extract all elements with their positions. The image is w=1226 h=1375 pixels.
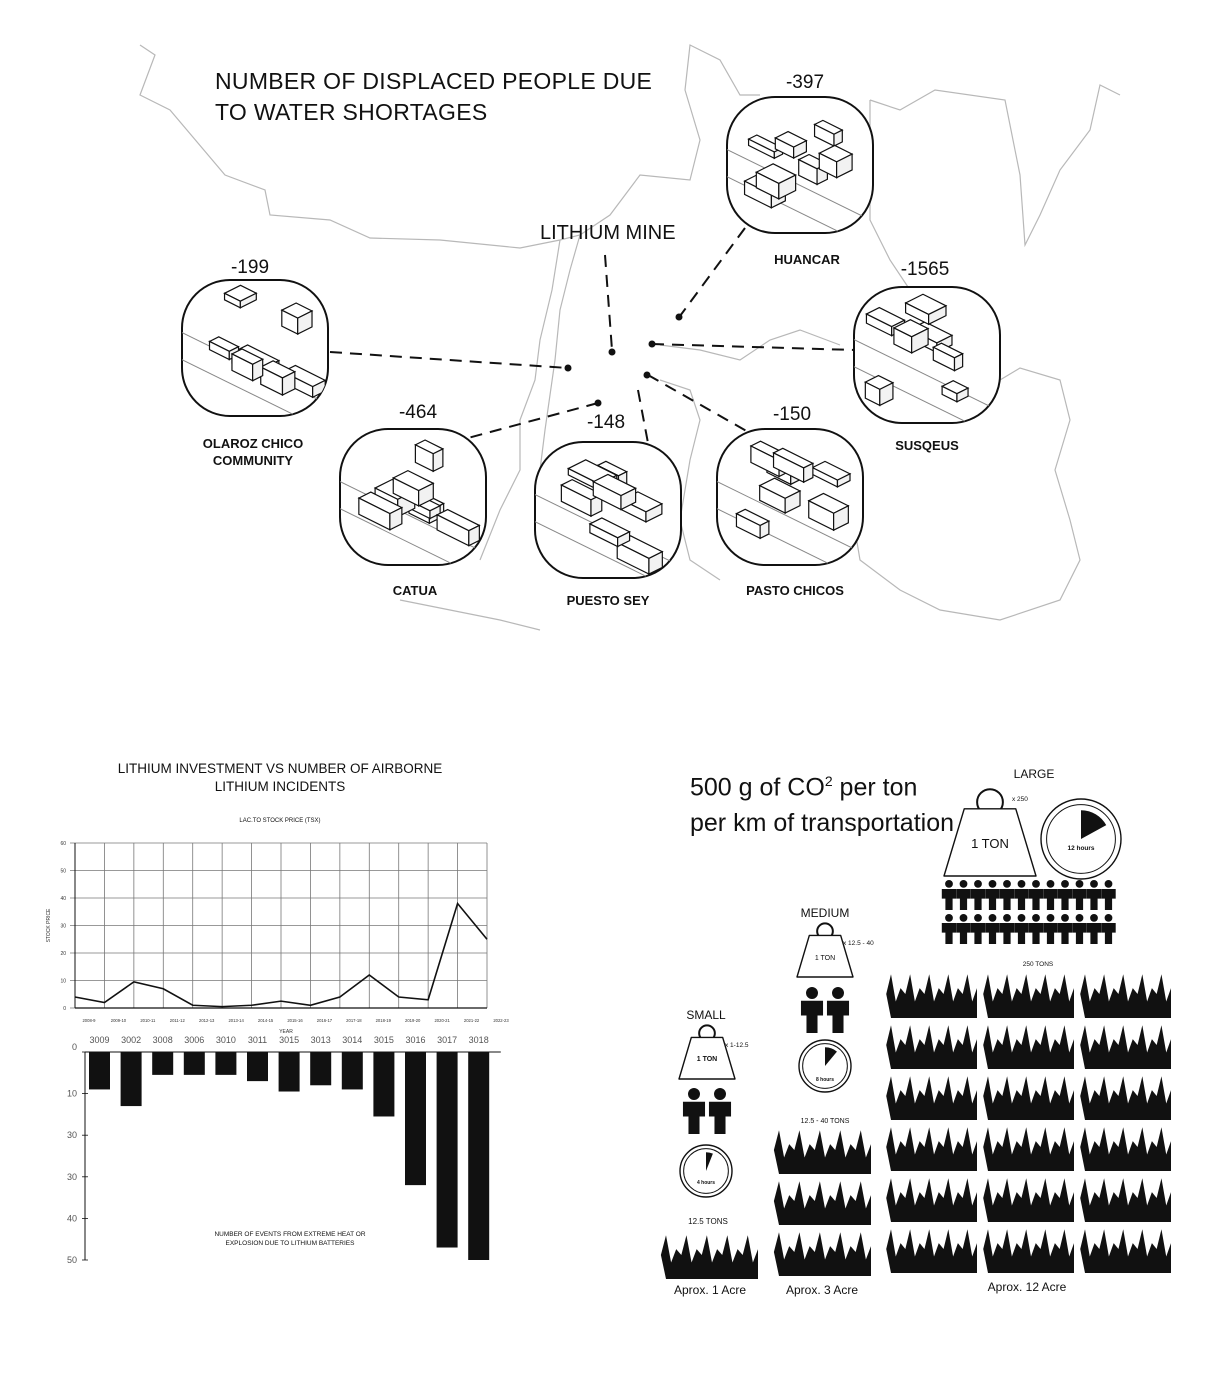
forest-icon: [1080, 1127, 1171, 1171]
time-large: 12 hours: [1067, 845, 1095, 852]
y-tick-label: 20: [60, 951, 66, 957]
clock-medium: [799, 1040, 851, 1092]
bar-y-tick-label: 0: [71, 1042, 77, 1052]
person-icon: [709, 1088, 731, 1134]
investment-chart-title: LITHIUM INVESTMENT VS NUMBER OF AIRBORNE LITHIUM INCIDENTS: [117, 761, 443, 794]
person-icon: [1043, 880, 1057, 910]
person-icon: [985, 880, 999, 910]
bar-category-label: 3017: [437, 1035, 458, 1045]
forest-icon: [774, 1181, 871, 1225]
site-name-olaroz: OLAROZ CHICO COMMUNITY: [202, 436, 304, 468]
forest-icon: [983, 1229, 1074, 1273]
person-icon: [956, 914, 970, 944]
mult-large: x 250: [1012, 796, 1028, 803]
bar-category-label: 3016: [405, 1035, 426, 1045]
bar-y-tick-label: 50: [66, 1255, 77, 1265]
forest-icon: [983, 1076, 1074, 1120]
site-name-susqeus: SUSQEUS: [895, 438, 959, 453]
acres-small: Aprox. 1 Acre: [673, 1283, 747, 1297]
event-bar: [310, 1052, 331, 1085]
bar-category-label: 3014: [342, 1035, 363, 1045]
site-name-catua: CATUA: [392, 583, 438, 598]
bar-category-label: 3010: [215, 1035, 236, 1045]
event-bar: [342, 1052, 363, 1089]
person-icon: [956, 880, 970, 910]
bar-y-tick-label: 10: [66, 1088, 77, 1099]
bar-category-label: 3009: [89, 1035, 110, 1045]
time-small: 4 hours: [696, 1180, 716, 1186]
bar-category-label: 3013: [310, 1035, 331, 1045]
clock-large: [1041, 799, 1121, 879]
stock-price-line-chart: [30, 830, 509, 1050]
displaced-count-catua: -464: [398, 402, 438, 423]
forest-icon: [886, 1127, 977, 1171]
person-icon: [1043, 914, 1057, 944]
kettlebell-small: [679, 1025, 735, 1079]
co2-title-sup: 2: [824, 773, 833, 789]
y-tick-label: 30: [60, 923, 66, 930]
person-icon: [1029, 880, 1043, 910]
y-tick-label: 50: [60, 868, 66, 875]
forest-icon: [983, 1127, 1074, 1171]
site-bubble-puesto: [525, 442, 691, 598]
label-large: LARGE: [1013, 767, 1055, 781]
x-tick-label: 2016-17: [316, 1018, 333, 1023]
person-icon: [1014, 880, 1028, 910]
forest-icon: [886, 1025, 977, 1069]
person-icon: [971, 880, 985, 910]
tons-large: 250 TONS: [1022, 961, 1054, 968]
site-name-pasto: PASTO CHICOS: [746, 583, 844, 598]
person-icon: [1072, 880, 1086, 910]
site-name-puesto: PUESTO SEY: [566, 593, 650, 608]
x-tick-label: 2019-20: [405, 1018, 421, 1023]
bar-category-label: 3015: [279, 1035, 300, 1045]
person-icon: [1072, 914, 1086, 944]
label-small: SMALL: [686, 1008, 726, 1022]
event-bar: [247, 1052, 268, 1081]
site-bubble-pasto: [707, 429, 873, 585]
x-tick-label: 2018-19: [375, 1018, 391, 1023]
forest-icon: [1080, 974, 1171, 1018]
x-tick-label: 2012-13: [199, 1018, 215, 1023]
person-icon: [1101, 880, 1115, 910]
weight-medium: 1 TON: [814, 955, 836, 962]
map-title: NUMBER OF DISPLACED PEOPLE DUE TO WATER SHORTAGES: [215, 68, 653, 125]
forest-icon: [774, 1130, 871, 1174]
bar-y-tick-label: 30: [66, 1130, 77, 1141]
displaced-count-susqeus: -1565: [900, 259, 950, 280]
mult-small: x 1-12.5: [725, 1042, 749, 1049]
bar-category-label: 3011: [247, 1035, 268, 1045]
forest-icon: [661, 1235, 758, 1279]
mult-medium: x 12.5 - 40: [843, 940, 874, 947]
forest-icon: [1080, 1076, 1171, 1120]
forest-icon: [1080, 1025, 1171, 1069]
time-medium: 8 hours: [815, 1077, 835, 1083]
person-icon: [1000, 914, 1014, 944]
event-bar: [215, 1052, 236, 1075]
weight-small: 1 TON: [696, 1056, 718, 1063]
event-bar: [184, 1052, 205, 1075]
forest-icon: [774, 1232, 871, 1276]
x-tick-label: 2010-11: [140, 1018, 156, 1023]
displaced-count-puesto: -148: [586, 412, 626, 433]
y-tick-label: 60: [60, 841, 66, 847]
bar-y-tick-label: 40: [66, 1213, 77, 1224]
person-icon: [942, 914, 956, 944]
displaced-count-pasto: -150: [772, 404, 812, 425]
tons-small: 12.5 TONS: [688, 1217, 728, 1226]
forest-icon: [983, 974, 1074, 1018]
x-tick-label: 2011-12: [169, 1018, 185, 1023]
event-bar: [121, 1052, 142, 1106]
x-tick-label: 2020-21: [434, 1018, 450, 1023]
forest-icon: [983, 1178, 1074, 1222]
forest-icon: [886, 974, 977, 1018]
person-icon: [1000, 880, 1014, 910]
event-bar: [279, 1052, 300, 1092]
co2-title-rest: per ton per km of transportation: [690, 773, 955, 838]
x-tick-label: 2008-9: [82, 1018, 96, 1023]
tons-medium: 12.5 - 40 TONS: [800, 1118, 850, 1125]
displaced-count-huancar: -397: [785, 72, 825, 93]
person-icon: [1014, 914, 1028, 944]
bar-category-label: 3008: [152, 1035, 173, 1045]
forest-icon: [983, 1025, 1074, 1069]
event-bar: [89, 1052, 110, 1089]
x-tick-label: 2017-18: [346, 1018, 362, 1023]
person-icon: [1087, 914, 1101, 944]
person-icon: [971, 914, 985, 944]
x-tick-label: 2009-10: [110, 1018, 127, 1023]
site-bubble-susqeus: [844, 287, 1010, 443]
forest-icon: [886, 1229, 977, 1273]
y-tick-label: 10: [60, 978, 66, 985]
stock-chart-subtitle: LAC.TO STOCK PRICE (TSX): [239, 818, 321, 824]
bar-y-tick-label: 30: [66, 1171, 77, 1182]
lithium-mine-label: LITHIUM MINE: [540, 222, 676, 244]
forest-icon: [1080, 1229, 1171, 1273]
person-icon: [1087, 880, 1101, 910]
event-bar: [437, 1052, 458, 1248]
forest-icon: [886, 1178, 977, 1222]
person-icon: [985, 914, 999, 944]
events-caption: NUMBER OF EVENTS FROM EXTREME HEAT OR EXPLOSION DUE TO LITHIUM BATTERIES: [214, 1231, 366, 1247]
person-icon: [801, 987, 823, 1033]
co2-title-main: 500 g of CO: [690, 773, 825, 802]
forest-icon: [1080, 1178, 1171, 1222]
site-bubble-huancar: [717, 97, 883, 253]
person-icon: [1101, 914, 1115, 944]
acres-medium: Aprox. 3 Acre: [785, 1283, 859, 1297]
displaced-count-olaroz: -199: [230, 257, 270, 278]
person-icon: [942, 880, 956, 910]
weight-large: 1 TON: [971, 836, 1009, 851]
forest-icon: [886, 1076, 977, 1120]
event-bar: [373, 1052, 394, 1116]
site-name-huancar: HUANCAR: [774, 252, 840, 267]
label-medium: MEDIUM: [800, 906, 850, 920]
person-icon: [1058, 914, 1072, 944]
bar-category-label: 3002: [121, 1035, 142, 1045]
y-tick-label: 40: [60, 896, 66, 902]
clock-small: [680, 1145, 732, 1197]
x-tick-label: 2014-15: [257, 1018, 274, 1023]
x-axis-label: YEAR: [279, 1029, 293, 1035]
acres-large: Aprox. 12 Acre: [987, 1280, 1067, 1294]
y-axis-label: STOCK PRICE: [46, 908, 52, 943]
x-tick-label: 2022-23: [493, 1018, 509, 1023]
event-bar: [152, 1052, 173, 1075]
site-bubble-catua: [330, 429, 496, 585]
person-icon: [1058, 880, 1072, 910]
person-icon: [827, 987, 849, 1033]
person-icon: [683, 1088, 705, 1134]
x-tick-label: 2015-16: [287, 1018, 303, 1023]
event-bar: [468, 1052, 489, 1260]
site-bubble-olaroz: [172, 280, 338, 436]
bar-category-label: 3018: [468, 1035, 489, 1045]
x-tick-label: 2021-22: [463, 1018, 480, 1023]
y-tick-label: 0: [63, 1006, 66, 1012]
bar-category-label: 3006: [184, 1035, 205, 1045]
co2-infographic: [640, 760, 1200, 1320]
bar-category-label: 3015: [373, 1035, 394, 1045]
kettlebell-medium: [797, 923, 853, 977]
x-tick-label: 2013-14: [228, 1018, 244, 1023]
event-bar: [405, 1052, 426, 1185]
person-icon: [1029, 914, 1043, 944]
